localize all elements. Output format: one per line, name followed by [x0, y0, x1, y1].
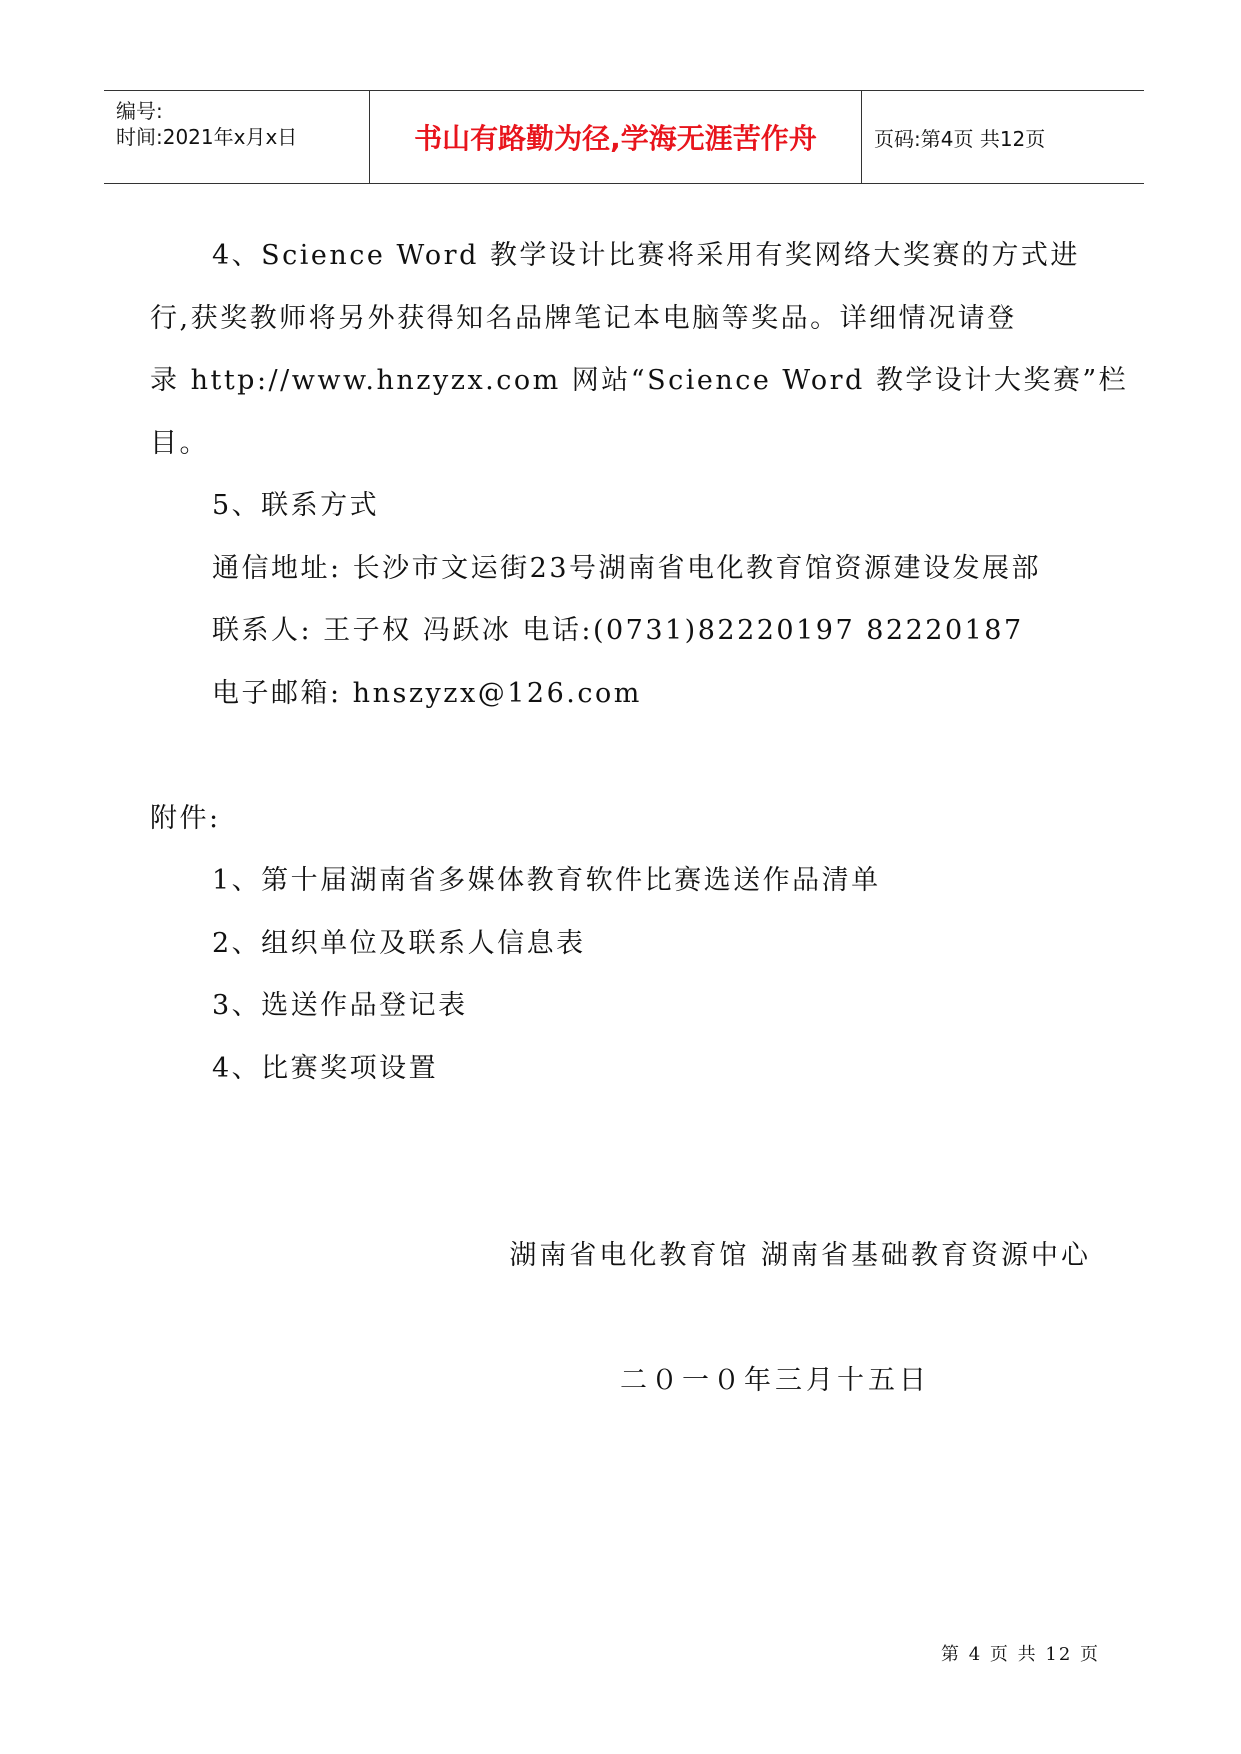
page-footer: 第 4 页 共 12 页 — [941, 1644, 1100, 1665]
attachment-item: 1、第十届湖南省多媒体教育软件比赛选送作品清单 — [212, 865, 881, 896]
contact-persons: 联系人: 王子权 冯跃冰 电话:(0731)82220197 82220187 — [212, 615, 1024, 646]
header-page-label: 页码:第4页 共12页 — [874, 126, 1046, 151]
contact-address: 通信地址: 长沙市文运街23号湖南省电化教育馆资源建设发展部 — [212, 553, 1042, 584]
signature-orgs: 湖南省电化教育馆 湖南省基础教育资源中心 — [509, 1240, 1091, 1271]
paragraph-4-line-4: 目。 — [150, 428, 209, 459]
header-motto: 书山有路勤为径,学海无涯苦作舟 — [414, 122, 817, 155]
paragraph-4-line-3: 录 http://www.hnzyzx.com 网站“Science Word 教学设计大奖赛”栏 — [150, 365, 1129, 396]
number-label: 编号: — [116, 99, 163, 123]
header-divider — [861, 91, 862, 183]
contact-email: 电子邮箱: hnszyzx@126.com — [212, 678, 642, 709]
signature-date: 二０一０年三月十五日 — [620, 1365, 930, 1396]
paragraph-4-line-1: 4、Science Word 教学设计比赛将采用有奖网络大奖赛的方式进 — [212, 240, 1080, 271]
attachments-title: 附件: — [150, 803, 221, 834]
time-label: 时间:2021年x月x日 — [116, 125, 298, 149]
header-info-cell — [104, 91, 369, 183]
page-header — [104, 90, 1144, 184]
attachment-item: 4、比赛奖项设置 — [212, 1053, 439, 1084]
section-5-title: 5、联系方式 — [212, 490, 380, 521]
attachment-item: 3、选送作品登记表 — [212, 990, 468, 1021]
attachment-item: 2、组织单位及联系人信息表 — [212, 928, 586, 959]
paragraph-4-line-2: 行,获奖教师将另外获得知名品牌笔记本电脑等奖品。详细情况请登 — [150, 303, 1017, 334]
